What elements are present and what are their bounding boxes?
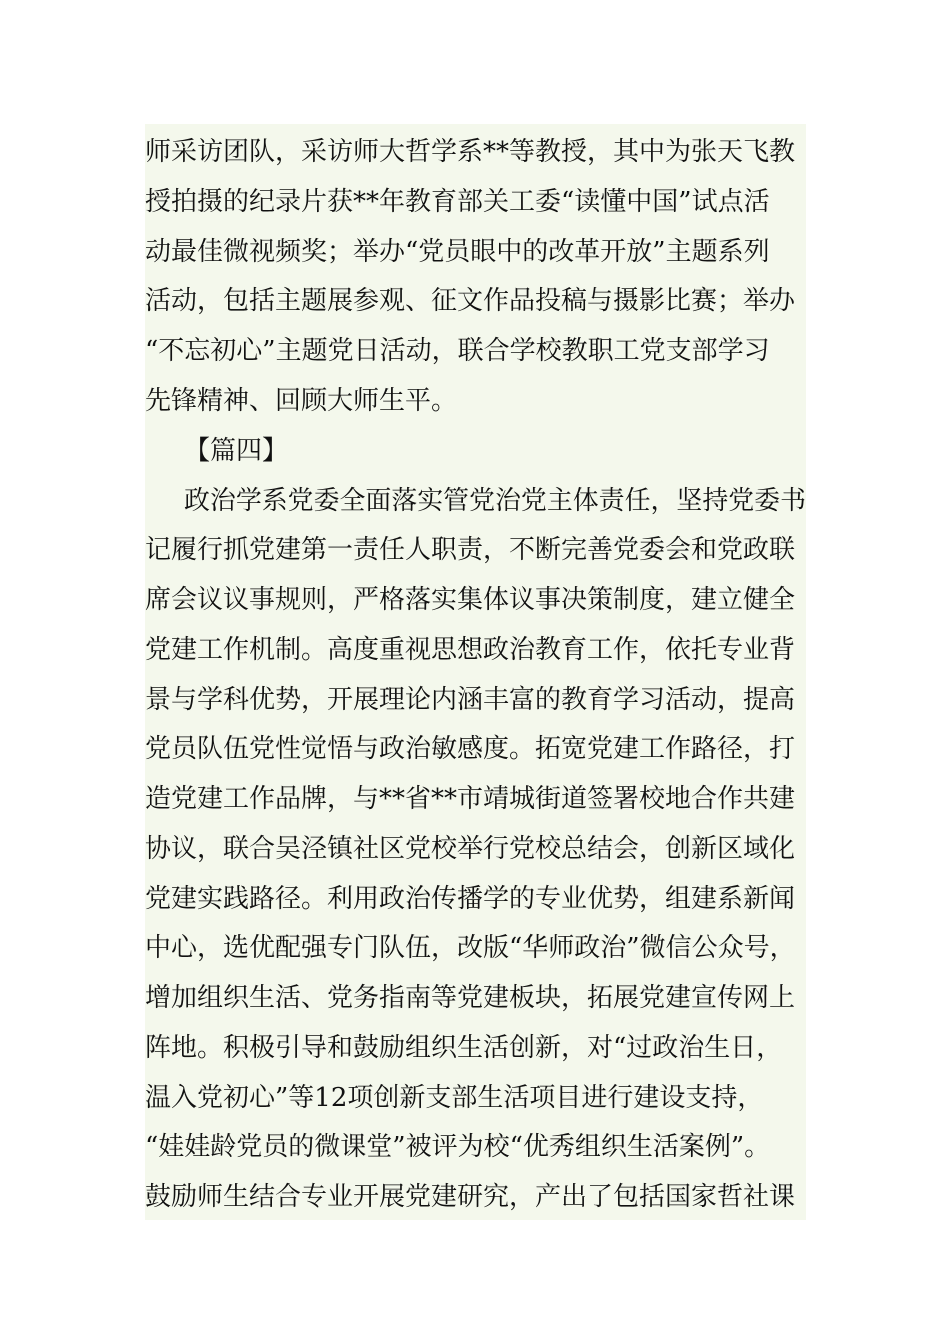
- text-line: 活动，包括主题展参观、征文作品投稿与摄影比赛；举办: [145, 286, 796, 316]
- text-line: 温入党初心”等12项创新支部生活项目进行建设支持，: [145, 1083, 764, 1113]
- text-line: 党员队伍党性觉悟与政治敏感度。拓宽党建工作路径，打: [145, 734, 796, 764]
- text-line: 鼓励师生结合专业开展党建研究，产出了包括国家哲社课: [145, 1182, 796, 1212]
- text-line: 先锋精神、回顾大师生平。: [145, 386, 458, 416]
- text-line: 授拍摄的纪录片获**年教育部关工委“读懂中国”试点活: [145, 187, 770, 217]
- text-line: “不忘初心”主题党日活动，联合学校教职工党支部学习: [145, 336, 770, 366]
- text-line: 党建工作机制。高度重视思想政治教育工作，依托专业背: [145, 635, 796, 665]
- text-line: 阵地。积极引导和鼓励组织生活创新，对“过政治生日，: [145, 1033, 783, 1063]
- text-line: 师采访团队，采访师大哲学系**等教授，其中为张天飞教: [145, 137, 796, 167]
- section-heading: 【篇四】: [184, 436, 289, 466]
- text-line: 政治学系党委全面落实管党治党主体责任，坚持党委书: [184, 486, 807, 516]
- document-text-block: [145, 124, 806, 1220]
- text-line: 增加组织生活、党务指南等党建板块，拓展党建宣传网上: [145, 983, 796, 1013]
- text-line: 记履行抓党建第一责任人职责，不断完善党委会和党政联: [145, 535, 796, 565]
- text-line: 景与学科优势，开展理论内涵丰富的教育学习活动，提高: [145, 685, 796, 715]
- text-line: 中心，选优配强专门队伍，改版“华师政治”微信公众号，: [145, 933, 796, 963]
- text-line: 动最佳微视频奖；举办“党员眼中的改革开放”主题系列: [145, 237, 770, 267]
- text-line: 造党建工作品牌，与**省**市靖城街道签署校地合作共建: [145, 784, 796, 814]
- text-line: 党建实践路径。利用政治传播学的专业优势，组建系新闻: [145, 884, 796, 914]
- text-line: 席会议议事规则，严格落实集体议事决策制度，建立健全: [145, 585, 796, 615]
- text-line: 协议，联合吴泾镇社区党校举行党校总结会，创新区域化: [145, 834, 796, 864]
- text-line: “娃娃龄党员的微课堂”被评为校“优秀组织生活案例”。: [145, 1132, 771, 1162]
